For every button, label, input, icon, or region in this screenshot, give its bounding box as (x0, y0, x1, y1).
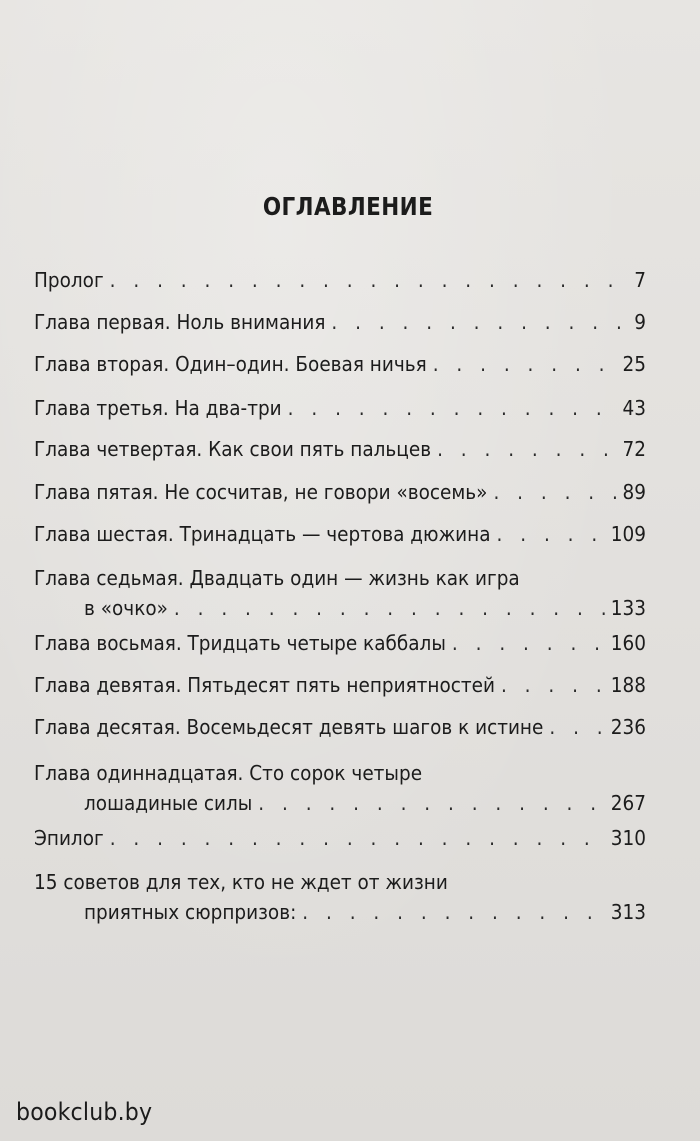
dot-leader (549, 715, 604, 739)
toc-entry-title: в «очко» (84, 596, 168, 620)
dot-leader (497, 522, 605, 546)
dot-leader (433, 352, 617, 376)
toc-entry-title: Пролог (34, 268, 104, 292)
dot-leader (174, 596, 605, 620)
toc-entry-page: 310 (610, 826, 646, 850)
toc-entry-title: лошадиные силы (84, 791, 253, 815)
toc-entry-page: 72 (622, 437, 646, 461)
toc-entry (34, 480, 646, 504)
toc-entry-page: 188 (610, 673, 646, 697)
dot-leader (452, 631, 605, 655)
toc-entry-title: Глава первая. Ноль внимания (34, 310, 326, 334)
toc-entry (34, 826, 646, 850)
dot-leader (437, 437, 616, 461)
toc-entry (34, 761, 646, 815)
toc-entry-title-line1: Глава одиннадцатая. Сто сорок четыре (34, 761, 423, 785)
toc-entry-title: Глава четвертая. Как свои пять пальцев (34, 437, 432, 461)
toc-entry-page: 7 (634, 268, 646, 292)
toc-entry-page: 89 (622, 480, 646, 504)
toc-entry (34, 268, 646, 292)
dot-leader (110, 826, 605, 850)
toc-entry-page: 43 (622, 396, 646, 420)
toc-entry (34, 522, 646, 546)
toc-entry-title: Глава вторая. Один–один. Боевая ничья (34, 352, 427, 376)
toc-entry (34, 715, 646, 739)
toc-entry-title: Глава десятая. Восемьдесят девять шагов к истине (34, 715, 544, 739)
toc-entry (34, 310, 646, 334)
dot-leader (258, 791, 605, 815)
dot-leader (288, 396, 617, 420)
toc-entry-page: 9 (634, 310, 646, 334)
toc-entry-title: Эпилог (34, 826, 104, 850)
toc-entry-title: Глава третья. На два-три (34, 396, 282, 420)
dot-leader (110, 268, 620, 292)
toc-entry-title-line1: Глава седьмая. Двадцать один — жизнь как игра (34, 566, 520, 590)
site-watermark: bookclub.by (16, 1098, 153, 1126)
toc-entry-title: Глава пятая. Не сосчитав, не говори «восемь» (34, 480, 488, 504)
toc-entry-page: 133 (610, 596, 646, 620)
dot-leader (493, 480, 616, 504)
dot-leader (331, 310, 620, 334)
toc-entry (34, 396, 646, 420)
toc-entry (34, 631, 646, 655)
toc-entry-title: Глава восьмая. Тридцать четыре каббалы (34, 631, 446, 655)
toc-entry-title: приятных сюрпризов: (84, 900, 297, 924)
page-title: ОГЛАВЛЕНИЕ (262, 192, 434, 221)
toc-entry-title: Глава девятая. Пятьдесят пять неприятностей (34, 673, 495, 697)
toc-entry-page: 160 (610, 631, 646, 655)
toc-entry (34, 673, 646, 697)
toc-entry-page: 236 (610, 715, 646, 739)
toc-entry (34, 437, 646, 461)
dot-leader (302, 900, 605, 924)
toc-entry (34, 352, 646, 376)
toc-entry-title-line1: 15 советов для тех, кто не ждет от жизни (34, 870, 448, 894)
toc-entry-page: 313 (610, 900, 646, 924)
toc-entry-title: Глава шестая. Тринадцать — чертова дюжина (34, 522, 491, 546)
toc-entry (34, 870, 646, 924)
toc-entry-page: 25 (622, 352, 646, 376)
toc-entry (34, 566, 646, 620)
toc-entry-page: 109 (610, 522, 646, 546)
toc-entry-page: 267 (610, 791, 646, 815)
dot-leader (501, 673, 605, 697)
